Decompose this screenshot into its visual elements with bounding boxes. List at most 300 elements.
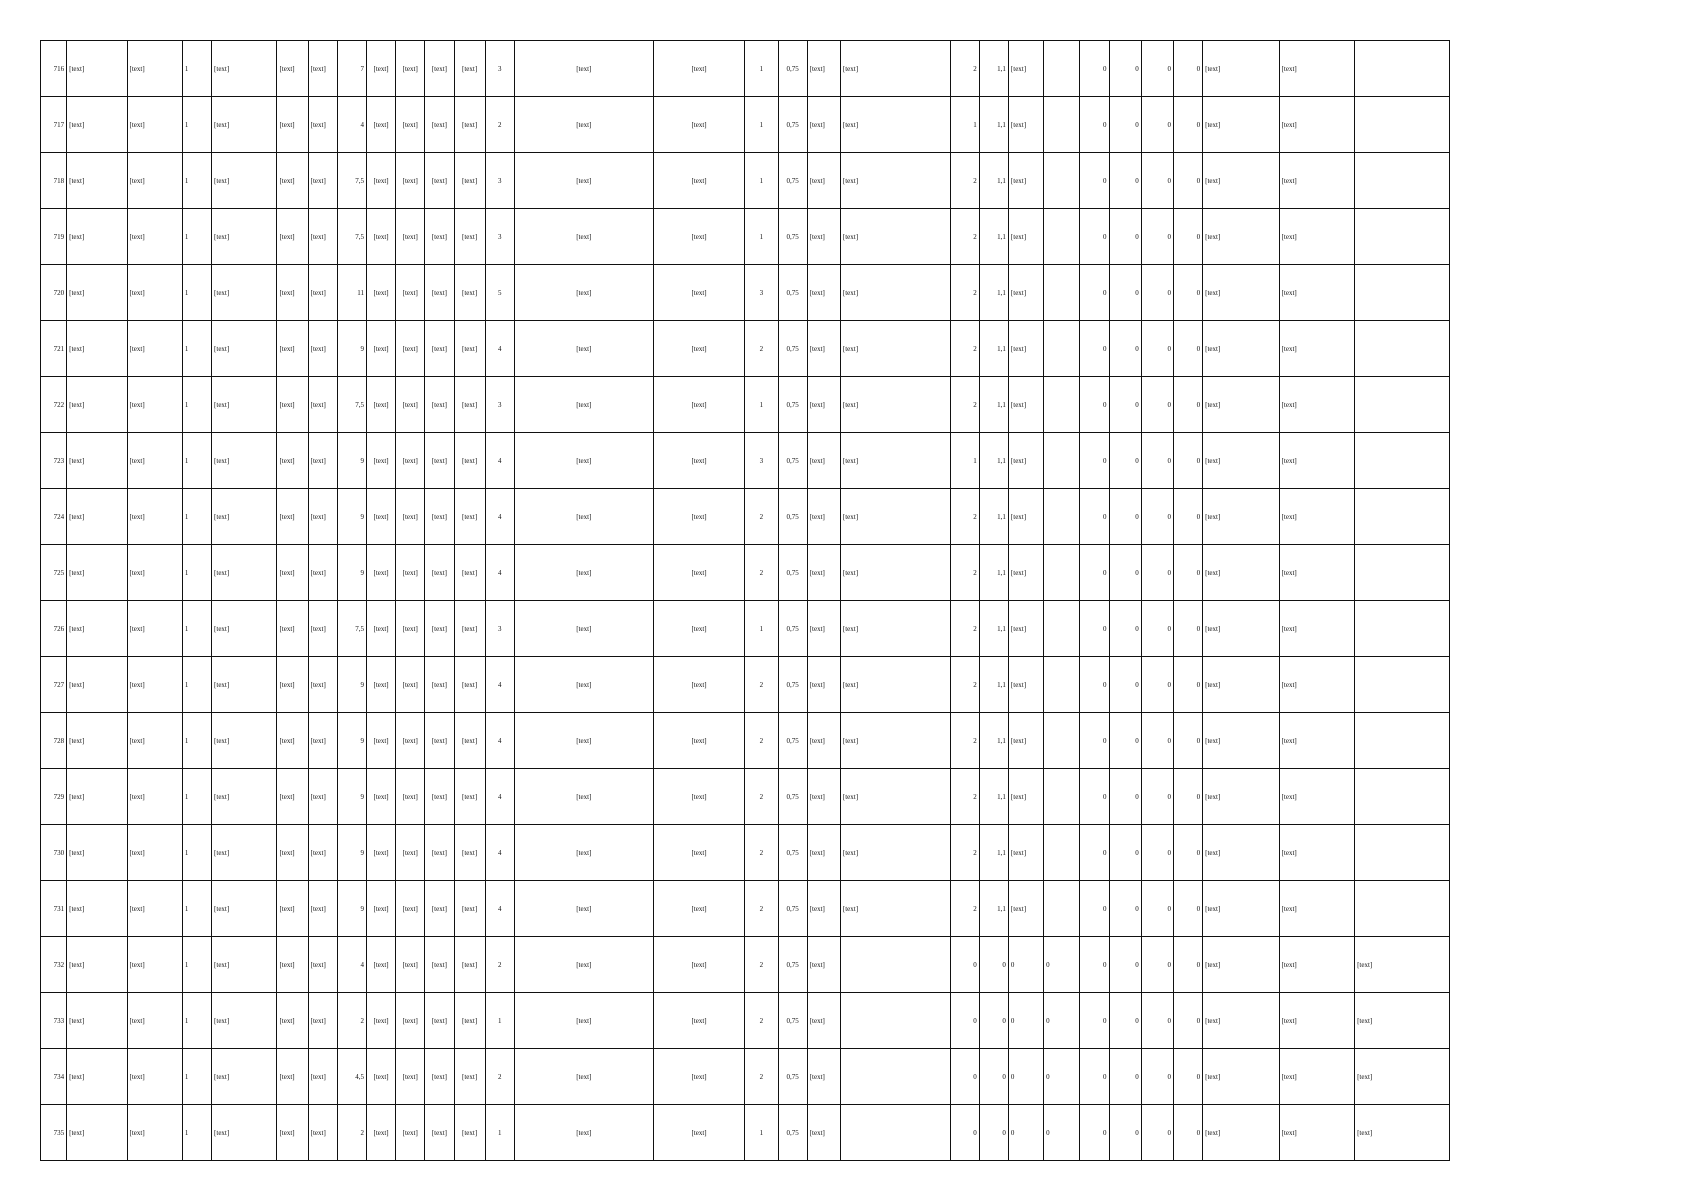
cell-fenced: [text] xyxy=(366,265,395,321)
cell-container-count: 1 xyxy=(485,1105,514,1161)
cell-operator-extra xyxy=(1355,545,1450,601)
cell-container-count: 4 xyxy=(485,825,514,881)
cell-capacity-d: 0 xyxy=(1173,41,1202,97)
cell-container-count: 4 xyxy=(485,545,514,601)
registry-table xyxy=(40,40,1450,1161)
cell-location-address: [text] xyxy=(127,657,182,713)
cell-container-count: 4 xyxy=(485,489,514,545)
cell-extra xyxy=(1044,321,1080,377)
cell-coordinates: [text] xyxy=(277,41,308,97)
cell-collection-schedule: [text] xyxy=(514,41,653,97)
cell-site-type: [text] xyxy=(67,713,127,769)
cell-container-volume: 0,75 xyxy=(778,993,807,1049)
cell-capacity-d: 0 xyxy=(1173,97,1202,153)
cell-access: [text] xyxy=(454,657,485,713)
cell-operator-extra xyxy=(1355,657,1450,713)
cell-bunker-count: 2 xyxy=(950,265,979,321)
cell-coordinates: [text] xyxy=(277,601,308,657)
cell-bunker-count: 2 xyxy=(950,713,979,769)
cell-surface-type: [text] xyxy=(308,209,337,265)
cell-surface-type: [text] xyxy=(308,377,337,433)
cell-bunker-material: [text] xyxy=(840,601,950,657)
cell-container-count-plain: 3 xyxy=(745,265,778,321)
cell-source-object: [text] xyxy=(1279,1105,1354,1161)
cell-location-address: [text] xyxy=(127,601,182,657)
cell-surface-type: [text] xyxy=(308,713,337,769)
cell-container-material: [text] xyxy=(653,489,745,545)
cell-row-number: 726 xyxy=(41,601,67,657)
cell-container-volume: 0,75 xyxy=(778,1105,807,1161)
cell-capacity-a: 0 xyxy=(1080,545,1109,601)
cell-surface-type: [text] xyxy=(308,769,337,825)
cell-street-address: [text] xyxy=(212,657,277,713)
cell-bunker-type: [text] xyxy=(1008,321,1043,377)
cell-container-count: 3 xyxy=(485,209,514,265)
cell-coordinates: [text] xyxy=(277,1049,308,1105)
cell-capacity-b: 0 xyxy=(1109,209,1141,265)
cell-operator: [text] xyxy=(1203,545,1279,601)
cell-bunker-volume: 1,1 xyxy=(979,41,1008,97)
cell-container-count-plain: 1 xyxy=(745,41,778,97)
cell-capacity-d: 0 xyxy=(1173,433,1202,489)
cell-bunker-type: [text] xyxy=(1008,545,1043,601)
cell-site-type: [text] xyxy=(67,937,127,993)
cell-container-count-plain: 2 xyxy=(745,545,778,601)
cell-capacity-b: 0 xyxy=(1109,601,1141,657)
cell-bunker-type: [text] xyxy=(1008,769,1043,825)
cell-container-volume: 0,75 xyxy=(778,209,807,265)
cell-capacity-c: 0 xyxy=(1141,937,1173,993)
cell-fenced: [text] xyxy=(366,713,395,769)
cell-area: 9 xyxy=(337,657,366,713)
cell-bunker-type: [text] xyxy=(1008,601,1043,657)
cell-row-number: 723 xyxy=(41,433,67,489)
cell-fenced: [text] xyxy=(366,657,395,713)
cell-surface-type: [text] xyxy=(308,881,337,937)
cell-operator-extra: [text] xyxy=(1355,937,1450,993)
cell-loading-type: [text] xyxy=(807,433,840,489)
cell-bunker-material: [text] xyxy=(840,489,950,545)
cell-bunker-volume: 1,1 xyxy=(979,433,1008,489)
cell-bunker-volume: 1,1 xyxy=(979,881,1008,937)
cell-ramp: [text] xyxy=(425,265,454,321)
cell-surface-type: [text] xyxy=(308,993,337,1049)
cell-source-object: [text] xyxy=(1279,153,1354,209)
cell-capacity-d: 0 xyxy=(1173,825,1202,881)
table-row xyxy=(41,489,1450,545)
cell-collection-schedule: [text] xyxy=(514,433,653,489)
cell-access: [text] xyxy=(454,713,485,769)
cell-site-type: [text] xyxy=(67,209,127,265)
cell-bunker-count: 2 xyxy=(950,489,979,545)
cell-area: 9 xyxy=(337,713,366,769)
cell-container-count-plain: 2 xyxy=(745,489,778,545)
cell-extra xyxy=(1044,881,1080,937)
cell-container-count: 3 xyxy=(485,41,514,97)
cell-collection-schedule: [text] xyxy=(514,321,653,377)
cell-container-material: [text] xyxy=(653,1049,745,1105)
cell-container-count: 4 xyxy=(485,881,514,937)
cell-capacity-c: 0 xyxy=(1141,153,1173,209)
cell-bunker-type: [text] xyxy=(1008,713,1043,769)
cell-site-count: 1 xyxy=(182,937,211,993)
cell-source-object: [text] xyxy=(1279,433,1354,489)
cell-row-number: 733 xyxy=(41,993,67,1049)
cell-container-volume: 0,75 xyxy=(778,41,807,97)
cell-fenced: [text] xyxy=(366,1049,395,1105)
cell-container-count-plain: 2 xyxy=(745,937,778,993)
cell-access: [text] xyxy=(454,825,485,881)
cell-collection-schedule: [text] xyxy=(514,825,653,881)
cell-operator-extra xyxy=(1355,713,1450,769)
cell-ramp: [text] xyxy=(425,97,454,153)
cell-row-number: 730 xyxy=(41,825,67,881)
cell-container-material: [text] xyxy=(653,657,745,713)
cell-street-address: [text] xyxy=(212,489,277,545)
cell-bunker-volume: 1,1 xyxy=(979,825,1008,881)
cell-container-count: 2 xyxy=(485,97,514,153)
cell-area: 9 xyxy=(337,545,366,601)
cell-bunker-volume: 1,1 xyxy=(979,153,1008,209)
cell-site-type: [text] xyxy=(67,545,127,601)
cell-street-address: [text] xyxy=(212,993,277,1049)
cell-location-address: [text] xyxy=(127,713,182,769)
cell-area: 7,5 xyxy=(337,209,366,265)
cell-container-material: [text] xyxy=(653,153,745,209)
cell-capacity-d: 0 xyxy=(1173,937,1202,993)
cell-capacity-d: 0 xyxy=(1173,993,1202,1049)
cell-coordinates: [text] xyxy=(277,657,308,713)
cell-collection-schedule: [text] xyxy=(514,545,653,601)
cell-location-address: [text] xyxy=(127,377,182,433)
cell-coordinates: [text] xyxy=(277,209,308,265)
cell-container-volume: 0,75 xyxy=(778,321,807,377)
cell-extra xyxy=(1044,209,1080,265)
cell-capacity-b: 0 xyxy=(1109,265,1141,321)
cell-surface-type: [text] xyxy=(308,41,337,97)
cell-capacity-b: 0 xyxy=(1109,657,1141,713)
table-row xyxy=(41,545,1450,601)
cell-bunker-count: 2 xyxy=(950,881,979,937)
cell-canopy: [text] xyxy=(396,657,425,713)
cell-container-volume: 0,75 xyxy=(778,489,807,545)
cell-collection-schedule: [text] xyxy=(514,601,653,657)
cell-area: 2 xyxy=(337,1105,366,1161)
cell-canopy: [text] xyxy=(396,769,425,825)
cell-container-count: 1 xyxy=(485,993,514,1049)
cell-coordinates: [text] xyxy=(277,993,308,1049)
table-row xyxy=(41,1105,1450,1161)
cell-canopy: [text] xyxy=(396,209,425,265)
cell-ramp: [text] xyxy=(425,433,454,489)
cell-site-type: [text] xyxy=(67,601,127,657)
cell-street-address: [text] xyxy=(212,433,277,489)
cell-capacity-a: 0 xyxy=(1080,601,1109,657)
cell-container-material: [text] xyxy=(653,265,745,321)
cell-loading-type: [text] xyxy=(807,489,840,545)
cell-bunker-type: [text] xyxy=(1008,153,1043,209)
cell-ramp: [text] xyxy=(425,321,454,377)
cell-operator-extra xyxy=(1355,377,1450,433)
cell-collection-schedule: [text] xyxy=(514,209,653,265)
cell-site-type: [text] xyxy=(67,41,127,97)
cell-container-volume: 0,75 xyxy=(778,825,807,881)
cell-fenced: [text] xyxy=(366,993,395,1049)
cell-capacity-a: 0 xyxy=(1080,1105,1109,1161)
cell-collection-schedule: [text] xyxy=(514,97,653,153)
cell-site-type: [text] xyxy=(67,657,127,713)
cell-container-material: [text] xyxy=(653,433,745,489)
cell-operator: [text] xyxy=(1203,1049,1279,1105)
cell-fenced: [text] xyxy=(366,937,395,993)
cell-bunker-material: [text] xyxy=(840,209,950,265)
cell-site-count: 1 xyxy=(182,265,211,321)
cell-street-address: [text] xyxy=(212,153,277,209)
cell-site-count: 1 xyxy=(182,1105,211,1161)
cell-container-material: [text] xyxy=(653,601,745,657)
cell-source-object: [text] xyxy=(1279,937,1354,993)
cell-bunker-volume: 0 xyxy=(979,1049,1008,1105)
cell-capacity-c: 0 xyxy=(1141,265,1173,321)
cell-container-volume: 0,75 xyxy=(778,601,807,657)
cell-coordinates: [text] xyxy=(277,321,308,377)
cell-location-address: [text] xyxy=(127,1049,182,1105)
cell-bunker-material xyxy=(840,937,950,993)
cell-bunker-count: 1 xyxy=(950,97,979,153)
cell-extra xyxy=(1044,97,1080,153)
cell-loading-type: [text] xyxy=(807,825,840,881)
cell-surface-type: [text] xyxy=(308,321,337,377)
cell-capacity-d: 0 xyxy=(1173,601,1202,657)
cell-canopy: [text] xyxy=(396,825,425,881)
cell-container-count-plain: 3 xyxy=(745,433,778,489)
cell-container-material: [text] xyxy=(653,825,745,881)
cell-access: [text] xyxy=(454,1105,485,1161)
cell-row-number: 735 xyxy=(41,1105,67,1161)
cell-site-type: [text] xyxy=(67,1105,127,1161)
cell-bunker-count: 2 xyxy=(950,41,979,97)
cell-ramp: [text] xyxy=(425,601,454,657)
cell-bunker-volume: 1,1 xyxy=(979,489,1008,545)
cell-area: 4 xyxy=(337,937,366,993)
cell-fenced: [text] xyxy=(366,209,395,265)
cell-ramp: [text] xyxy=(425,1049,454,1105)
cell-capacity-b: 0 xyxy=(1109,377,1141,433)
cell-access: [text] xyxy=(454,265,485,321)
cell-street-address: [text] xyxy=(212,1105,277,1161)
cell-operator-extra xyxy=(1355,209,1450,265)
cell-operator-extra xyxy=(1355,41,1450,97)
cell-collection-schedule: [text] xyxy=(514,993,653,1049)
cell-container-count: 3 xyxy=(485,153,514,209)
cell-capacity-c: 0 xyxy=(1141,825,1173,881)
cell-surface-type: [text] xyxy=(308,1049,337,1105)
cell-bunker-material: [text] xyxy=(840,377,950,433)
cell-area: 4,5 xyxy=(337,1049,366,1105)
cell-capacity-c: 0 xyxy=(1141,321,1173,377)
cell-capacity-a: 0 xyxy=(1080,433,1109,489)
cell-extra xyxy=(1044,713,1080,769)
cell-capacity-d: 0 xyxy=(1173,881,1202,937)
cell-site-count: 1 xyxy=(182,489,211,545)
cell-collection-schedule: [text] xyxy=(514,1049,653,1105)
cell-area: 9 xyxy=(337,489,366,545)
cell-row-number: 729 xyxy=(41,769,67,825)
cell-location-address: [text] xyxy=(127,153,182,209)
cell-container-count: 4 xyxy=(485,321,514,377)
cell-access: [text] xyxy=(454,153,485,209)
cell-site-count: 1 xyxy=(182,713,211,769)
cell-capacity-b: 0 xyxy=(1109,97,1141,153)
cell-source-object: [text] xyxy=(1279,1049,1354,1105)
cell-access: [text] xyxy=(454,601,485,657)
cell-surface-type: [text] xyxy=(308,433,337,489)
cell-street-address: [text] xyxy=(212,265,277,321)
cell-loading-type: [text] xyxy=(807,377,840,433)
cell-source-object: [text] xyxy=(1279,377,1354,433)
cell-access: [text] xyxy=(454,321,485,377)
cell-access: [text] xyxy=(454,545,485,601)
table-row xyxy=(41,153,1450,209)
cell-street-address: [text] xyxy=(212,97,277,153)
cell-capacity-d: 0 xyxy=(1173,545,1202,601)
cell-container-count: 4 xyxy=(485,769,514,825)
cell-capacity-d: 0 xyxy=(1173,377,1202,433)
cell-loading-type: [text] xyxy=(807,321,840,377)
cell-ramp: [text] xyxy=(425,769,454,825)
cell-operator: [text] xyxy=(1203,97,1279,153)
cell-operator: [text] xyxy=(1203,489,1279,545)
cell-container-count: 2 xyxy=(485,937,514,993)
cell-bunker-volume: 1,1 xyxy=(979,601,1008,657)
cell-source-object: [text] xyxy=(1279,265,1354,321)
cell-capacity-b: 0 xyxy=(1109,881,1141,937)
cell-capacity-d: 0 xyxy=(1173,153,1202,209)
cell-location-address: [text] xyxy=(127,769,182,825)
cell-coordinates: [text] xyxy=(277,713,308,769)
cell-capacity-b: 0 xyxy=(1109,545,1141,601)
cell-row-number: 734 xyxy=(41,1049,67,1105)
cell-container-material: [text] xyxy=(653,41,745,97)
cell-container-material: [text] xyxy=(653,881,745,937)
cell-bunker-count: 0 xyxy=(950,993,979,1049)
cell-operator-extra xyxy=(1355,265,1450,321)
cell-extra xyxy=(1044,657,1080,713)
cell-container-count-plain: 2 xyxy=(745,769,778,825)
cell-row-number: 721 xyxy=(41,321,67,377)
cell-coordinates: [text] xyxy=(277,937,308,993)
cell-capacity-c: 0 xyxy=(1141,657,1173,713)
cell-street-address: [text] xyxy=(212,881,277,937)
cell-source-object: [text] xyxy=(1279,713,1354,769)
cell-fenced: [text] xyxy=(366,41,395,97)
cell-bunker-volume: 0 xyxy=(979,993,1008,1049)
cell-operator-extra xyxy=(1355,433,1450,489)
cell-container-count-plain: 1 xyxy=(745,377,778,433)
cell-ramp: [text] xyxy=(425,377,454,433)
cell-street-address: [text] xyxy=(212,825,277,881)
cell-container-count: 4 xyxy=(485,657,514,713)
cell-container-count-plain: 1 xyxy=(745,153,778,209)
cell-site-type: [text] xyxy=(67,825,127,881)
table-row xyxy=(41,937,1450,993)
cell-access: [text] xyxy=(454,769,485,825)
cell-coordinates: [text] xyxy=(277,265,308,321)
cell-source-object: [text] xyxy=(1279,97,1354,153)
cell-row-number: 718 xyxy=(41,153,67,209)
cell-bunker-type: 0 xyxy=(1008,937,1043,993)
cell-capacity-b: 0 xyxy=(1109,1105,1141,1161)
cell-operator: [text] xyxy=(1203,1105,1279,1161)
cell-loading-type: [text] xyxy=(807,545,840,601)
cell-street-address: [text] xyxy=(212,769,277,825)
cell-site-count: 1 xyxy=(182,377,211,433)
cell-coordinates: [text] xyxy=(277,377,308,433)
cell-source-object: [text] xyxy=(1279,489,1354,545)
cell-fenced: [text] xyxy=(366,97,395,153)
cell-surface-type: [text] xyxy=(308,825,337,881)
cell-container-volume: 0,75 xyxy=(778,1049,807,1105)
table-row xyxy=(41,657,1450,713)
cell-area: 9 xyxy=(337,433,366,489)
cell-operator: [text] xyxy=(1203,265,1279,321)
cell-fenced: [text] xyxy=(366,601,395,657)
cell-container-material: [text] xyxy=(653,545,745,601)
cell-canopy: [text] xyxy=(396,97,425,153)
cell-bunker-material: [text] xyxy=(840,433,950,489)
cell-source-object: [text] xyxy=(1279,825,1354,881)
cell-collection-schedule: [text] xyxy=(514,489,653,545)
cell-fenced: [text] xyxy=(366,1105,395,1161)
cell-capacity-d: 0 xyxy=(1173,1049,1202,1105)
cell-location-address: [text] xyxy=(127,321,182,377)
cell-container-volume: 0,75 xyxy=(778,881,807,937)
cell-container-count: 4 xyxy=(485,713,514,769)
cell-collection-schedule: [text] xyxy=(514,713,653,769)
cell-site-count: 1 xyxy=(182,825,211,881)
cell-capacity-a: 0 xyxy=(1080,265,1109,321)
cell-operator-extra xyxy=(1355,769,1450,825)
cell-coordinates: [text] xyxy=(277,1105,308,1161)
cell-container-count: 3 xyxy=(485,601,514,657)
cell-capacity-a: 0 xyxy=(1080,713,1109,769)
cell-location-address: [text] xyxy=(127,881,182,937)
cell-bunker-type: [text] xyxy=(1008,41,1043,97)
cell-bunker-volume: 1,1 xyxy=(979,769,1008,825)
cell-bunker-type: [text] xyxy=(1008,825,1043,881)
cell-capacity-d: 0 xyxy=(1173,713,1202,769)
cell-extra xyxy=(1044,489,1080,545)
cell-site-type: [text] xyxy=(67,993,127,1049)
cell-source-object: [text] xyxy=(1279,321,1354,377)
table-row xyxy=(41,769,1450,825)
cell-row-number: 725 xyxy=(41,545,67,601)
cell-bunker-volume: 0 xyxy=(979,1105,1008,1161)
cell-bunker-material: [text] xyxy=(840,41,950,97)
cell-capacity-a: 0 xyxy=(1080,489,1109,545)
cell-operator: [text] xyxy=(1203,881,1279,937)
cell-row-number: 719 xyxy=(41,209,67,265)
cell-source-object: [text] xyxy=(1279,209,1354,265)
cell-container-count: 2 xyxy=(485,1049,514,1105)
cell-container-material: [text] xyxy=(653,209,745,265)
cell-access: [text] xyxy=(454,1049,485,1105)
cell-extra: 0 xyxy=(1044,1105,1080,1161)
cell-container-volume: 0,75 xyxy=(778,657,807,713)
cell-collection-schedule: [text] xyxy=(514,657,653,713)
cell-capacity-b: 0 xyxy=(1109,153,1141,209)
cell-container-volume: 0,75 xyxy=(778,937,807,993)
